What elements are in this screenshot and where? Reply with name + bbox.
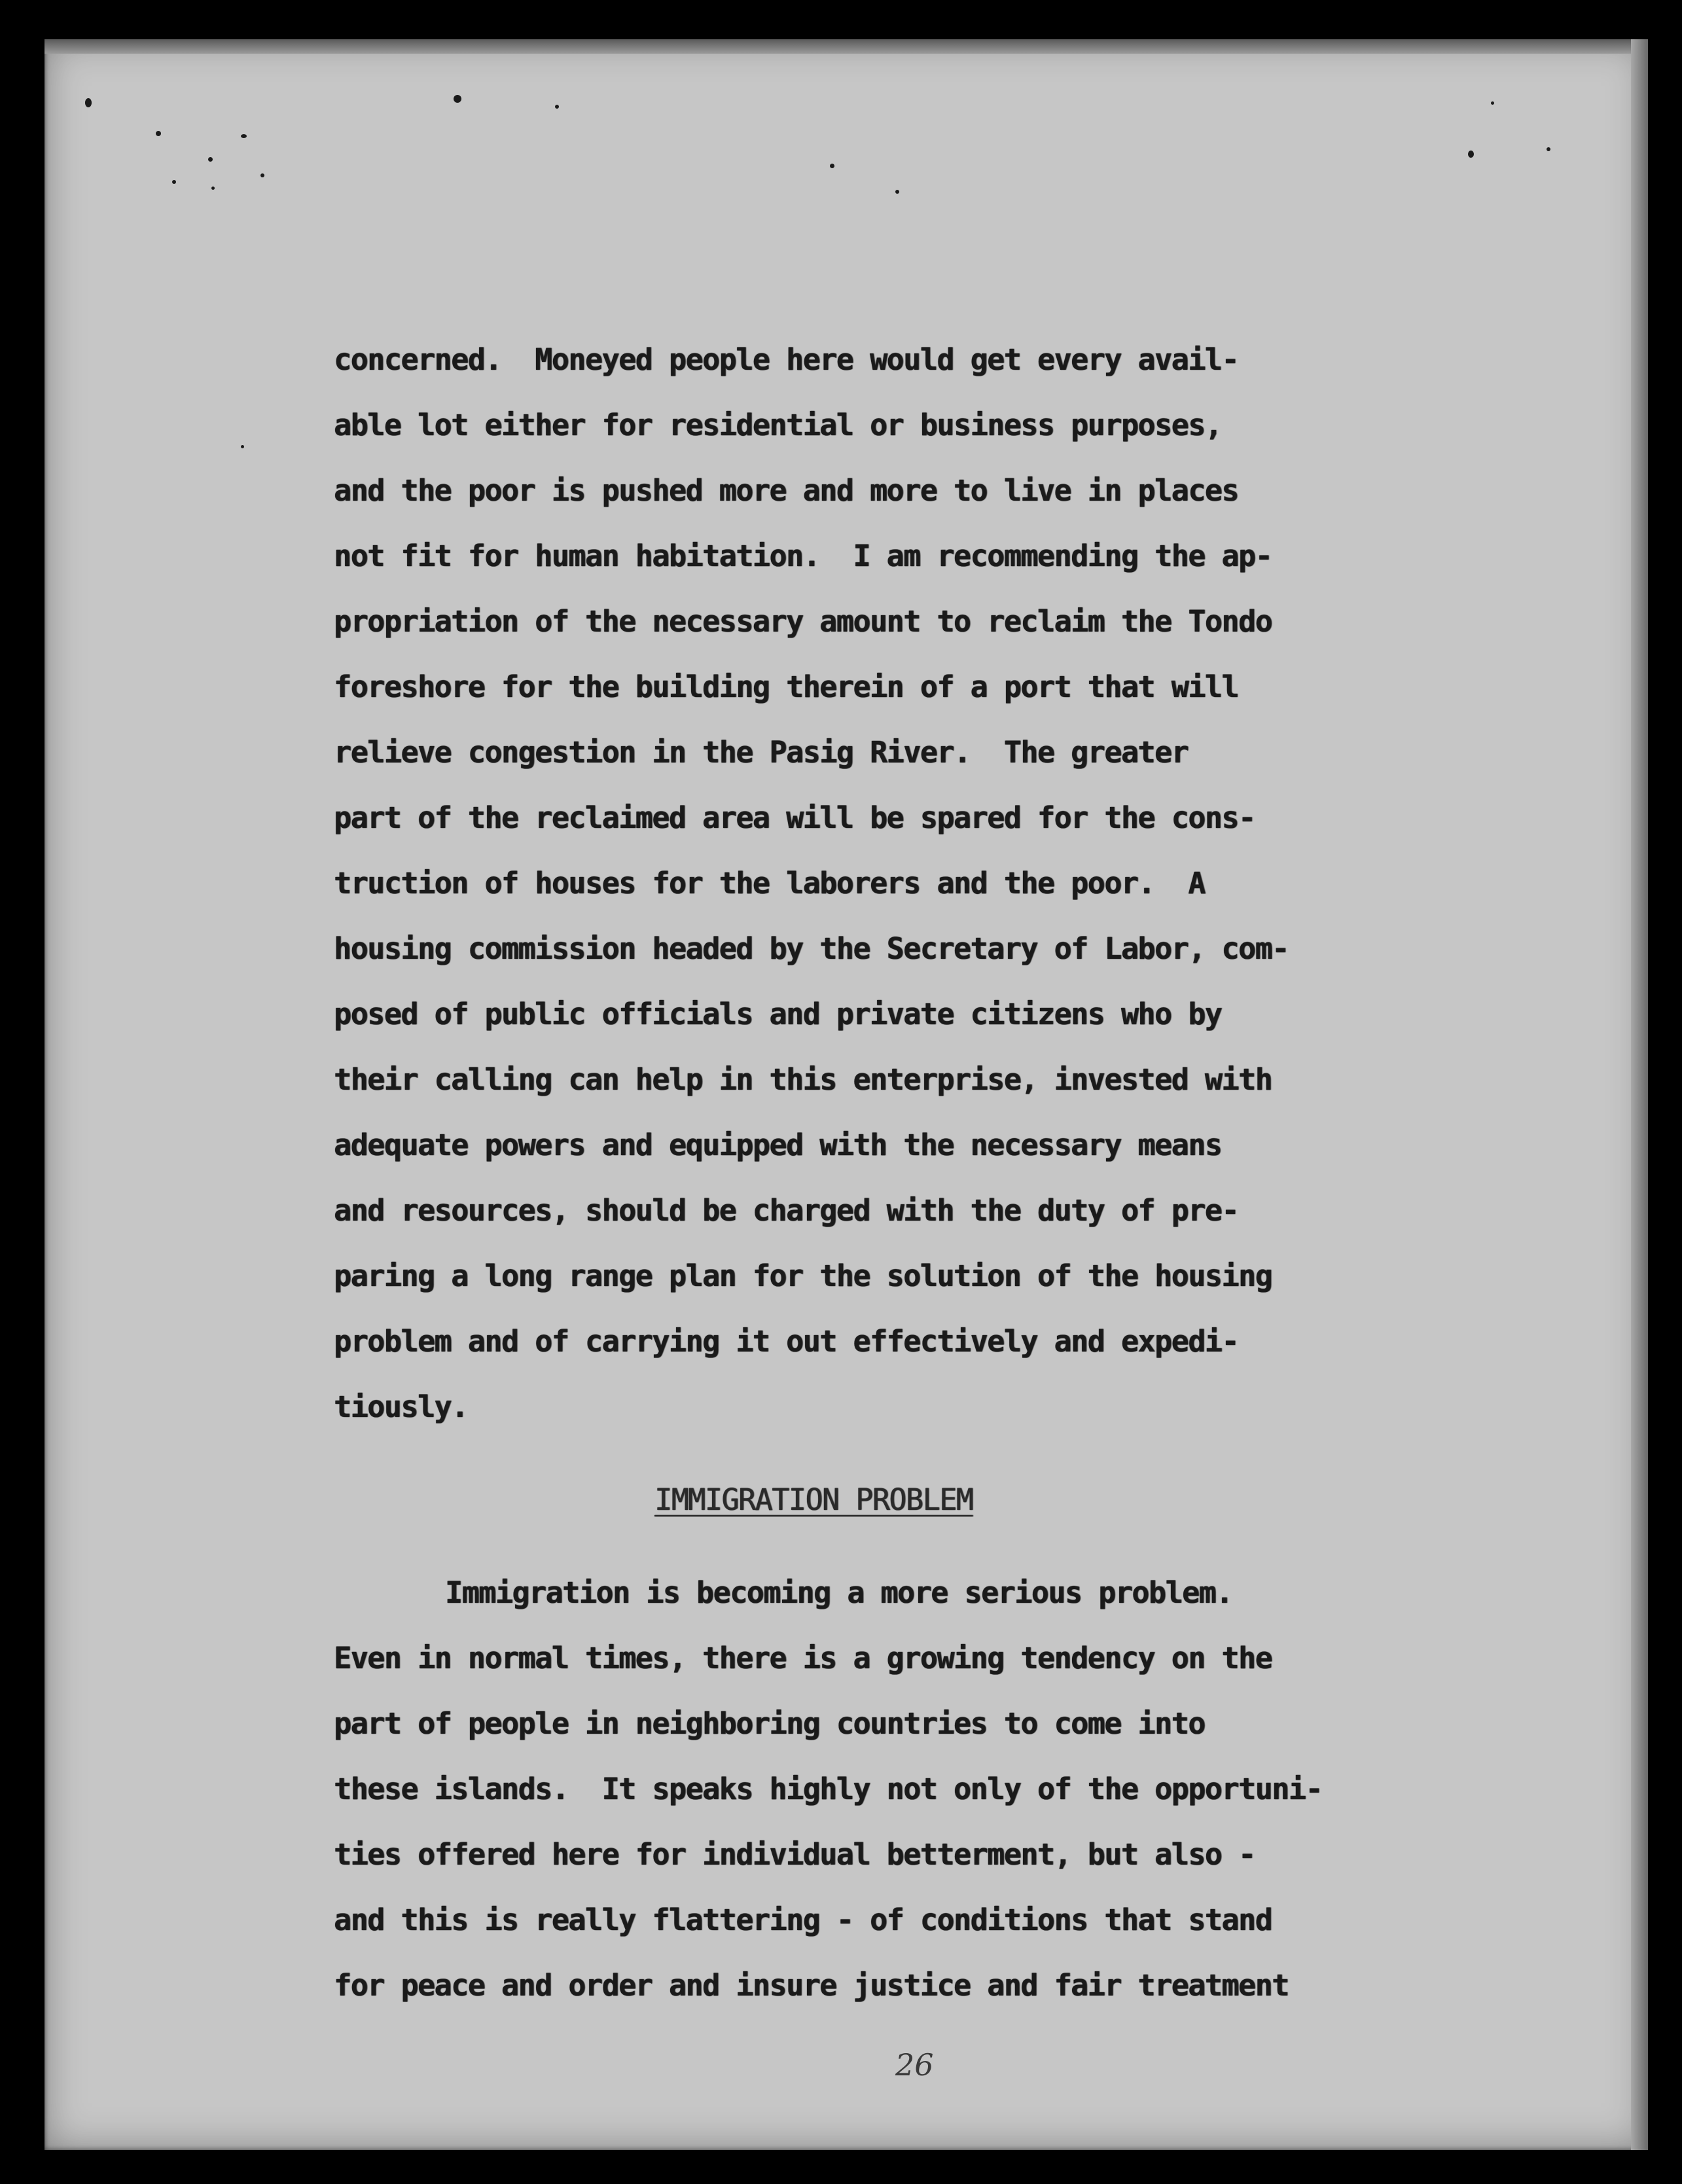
text-line: part of the reclaimed area will be spared for the cons- [334,800,1255,835]
text-line: their calling can help in this enterprise, invested with [334,1062,1272,1097]
ink-speck [85,98,92,107]
text-line: housing commission headed by the Secretary of Labor, com- [334,931,1289,966]
text-line: able lot either for residential or business purposes, [334,408,1222,442]
ink-speck [260,173,264,177]
text-line: Even in normal times, there is a growing tendency on the [334,1641,1272,1675]
text-line: and resources, should be charged with the duty of pre- [334,1193,1238,1228]
ink-speck [454,95,461,103]
text-line: Immigration is becoming a more serious problem. [445,1575,1232,1610]
page-number: 26 [895,2047,934,2083]
ink-speck [208,157,213,162]
ink-speck [1468,151,1474,158]
ink-speck [895,190,899,194]
text-line: not fit for human habitation. I am recommending the ap- [334,539,1272,573]
text-line: tiously. [334,1389,468,1424]
ink-speck [211,187,215,190]
text-line: propriation of the necessary amount to reclaim the Tondo [334,604,1272,639]
paragraph-immigration [334,1560,1486,2018]
ink-speck [156,131,161,136]
text-line: concerned. Moneyed people here would get every avail- [334,342,1238,377]
text-line: these islands. It speaks highly not only of the opportuni- [334,1772,1322,1806]
text-line: paring a long range plan for the solution of the housing [334,1259,1272,1293]
ink-speck [1491,101,1494,105]
text-line: relieve congestion in the Pasig River. The greater [334,735,1189,770]
ink-speck [241,445,244,448]
ink-speck [555,105,559,109]
section-heading: IMMIGRATION PROBLEM [654,1482,973,1517]
ink-speck [830,164,834,168]
text-line: part of people in neighboring countries to come into [334,1706,1205,1741]
text-line: for peace and order and insure justice and fair treatment [334,1968,1289,2003]
text-line: foreshore for the building therein of a port that will [334,670,1238,704]
ink-speck [1547,147,1550,151]
text-line: and this is really flattering - of conditions that stand [334,1903,1272,1937]
ink-speck [241,134,247,138]
text-line: problem and of carrying it out effectively and expedi- [334,1324,1238,1359]
paragraph-housing [334,327,1486,1440]
text-line: and the poor is pushed more and more to live in places [334,473,1238,508]
text-line: truction of houses for the laborers and the poor. A [334,866,1205,901]
text-line: posed of public officials and private citizens who by [334,997,1222,1031]
text-line: adequate powers and equipped with the necessary means [334,1128,1222,1162]
ink-speck [172,180,176,184]
text-line: ties offered here for individual betterment, but also - [334,1837,1255,1872]
document-body [334,327,1486,2018]
